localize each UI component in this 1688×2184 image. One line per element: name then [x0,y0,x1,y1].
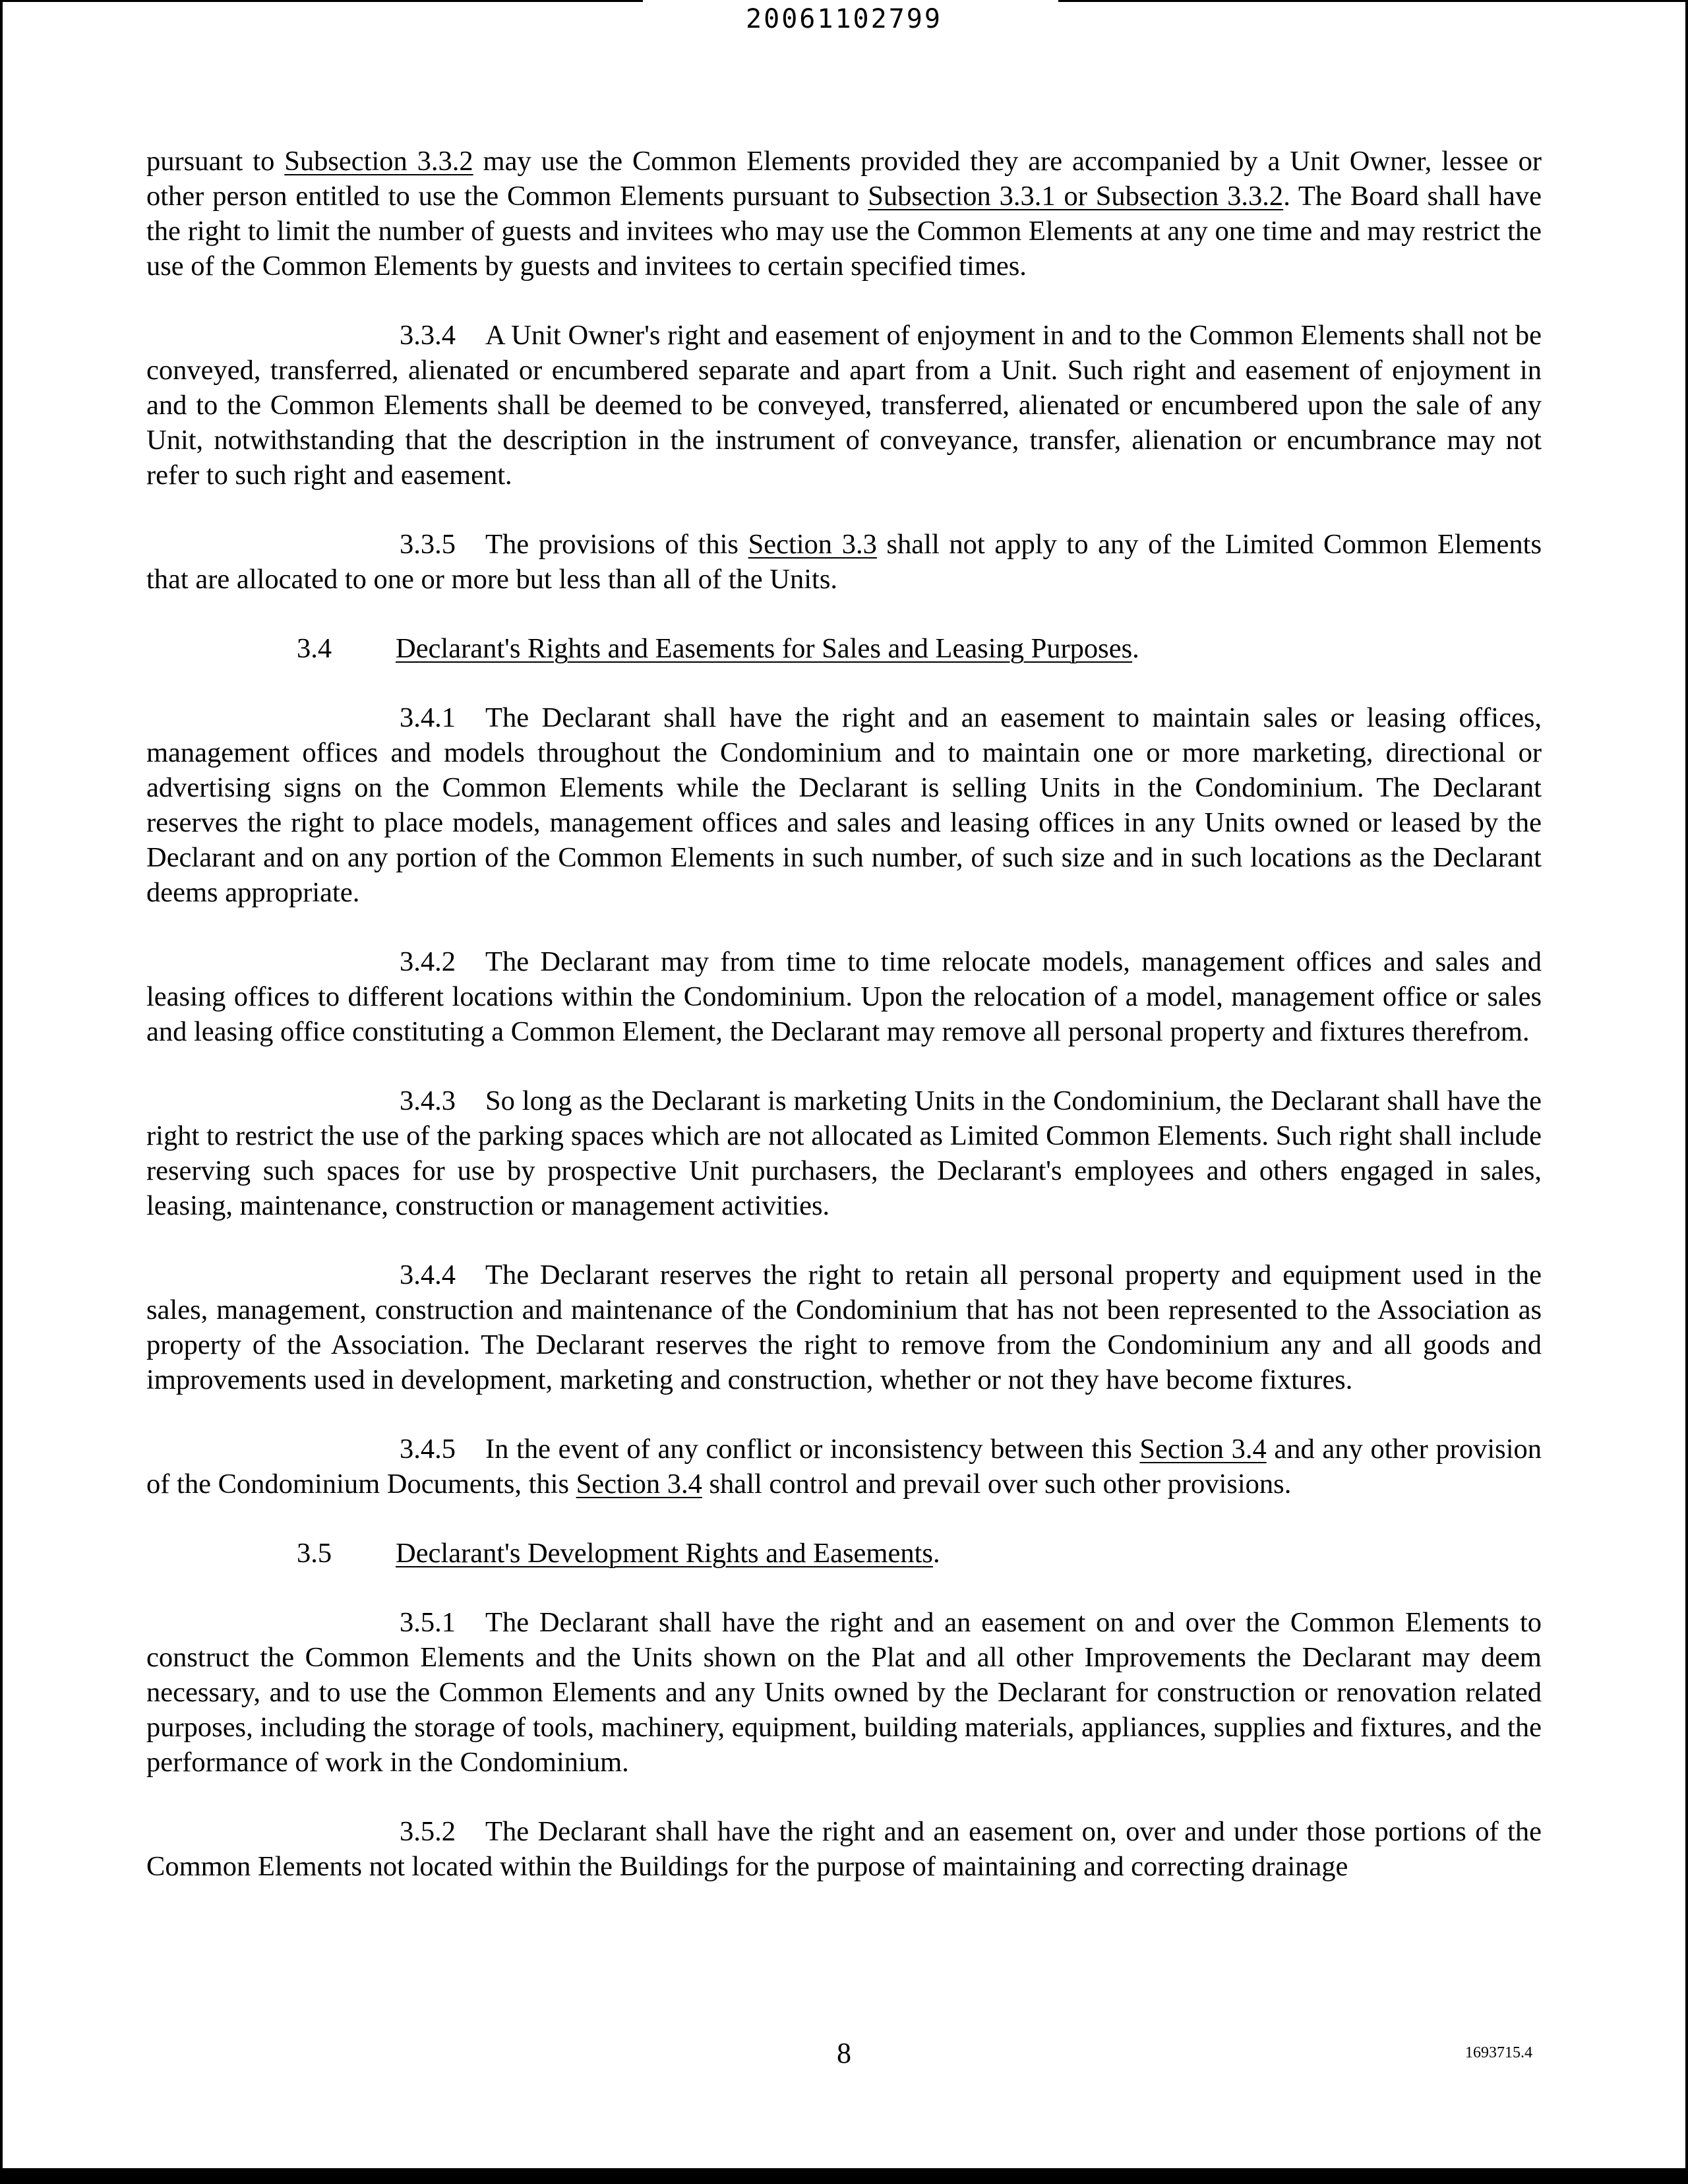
subsection-3-4-2: 3.4.2 The Declarant may from time to time relocate models, management offices and sales and leasing offices to different locations within the Condominium. Upon the relocation of a model, management office or sales and leasing office constituting a Common Element, the Declarant may remove all personal property and fixtures therefrom. [146,944,1542,1049]
section-heading-3-5: 3.5 Declarant's Development Rights and Easements. [297,1536,1542,1571]
subsection-3-4-4: 3.4.4 The Declarant reserves the right to retain all personal property and equipment used in the sales, management, construction and maintenance of the Condominium that has not been represented to the Association as property of the Association. The Declarant reserves the right to remove from the Condominium any and all goods and improvements used in development, marketing and construction, whether or not they have become fixtures. [146,1258,1542,1397]
subsection-number: 3.4.4 [400,1259,456,1290]
document-id: 1693715.4 [1465,2044,1532,2061]
subsection-number: 3.4.2 [400,946,456,977]
paragraph-continuation: pursuant to Subsection 3.3.2 may use the Common Elements provided they are accompanied by a Unit Owner, lessee or other person entitled to use the Common Elements pursuant to Subsection 3.3.1 or Subsection 3.3.2. The Board shall have the right to limit the number of guests and invitees who may use the Common Elements at any one time and may restrict the use of the Common Elements by guests and invitees to certain specified times. [146,146,1542,282]
subsection-number: 3.5.1 [400,1607,456,1638]
subsection-3-4-3: 3.4.3 So long as the Declarant is marketing Units in the Condominium, the Declarant shall have the right to restrict the use of the parking spaces which are not allocated as Limited Common Elements. Such right shall include reserving such spaces for use by prospective Unit purchasers, the Declarant's employees and others engaged in sales, leasing, maintenance, construction or management activities. [146,1083,1542,1223]
subsection-3-5-1: 3.5.1 The Declarant shall have the right and an easement on and over the Common Elements to construct the Common Elements and the Units shown on the Plat and all other Improvements the Declarant may deem necessary, and to use the Common Elements and any Units owned by the Declarant for construction or renovation related purposes, including the storage of tools, machinery, equipment, building materials, appliances, supplies and fixtures, and the performance of work in the Condominium. [146,1605,1542,1780]
section-number: 3.4 [297,633,332,664]
document-number: 20061102799 [746,4,942,34]
section-title: Declarant's Development Rights and Easements [396,1538,933,1569]
top-rule-left [0,0,643,2]
section-heading-3-4: 3.4 Declarant's Rights and Easements for Sales and Leasing Purposes. [297,631,1542,666]
page-number: 8 [837,2037,851,2069]
cross-reference-link: Section 3.3 [748,529,877,560]
page-border-bottom [0,2168,1688,2184]
subsection-number: 3.3.4 [400,320,456,351]
subsection-number: 3.4.1 [400,702,456,733]
cross-reference-link: Section 3.4 [1139,1434,1267,1465]
subsection-3-4-1: 3.4.1 The Declarant shall have the right and an easement to maintain sales or leasing offices, management offices and models throughout the Condominium and to maintain one or more marketing, directional or advertising signs on the Common Elements while the Declarant is selling Units in the Condominium. The Declarant reserves the right to place models, management offices and sales and leasing offices in any Units owned or leased by the Declarant and on any portion of the Common Elements in such number, of such size and in such locations as the Declarant deems appropriate. [146,700,1542,910]
subsection-3-3-5: 3.3.5 The provisions of this Section 3.3 shall not apply to any of the Limited Common Elements that are allocated to one or more but less than all of the Units. [146,527,1542,597]
document-body [146,144,1542,1918]
cross-reference-link: Section 3.4 [576,1469,702,1500]
subsection-number: 3.3.5 [400,529,456,560]
cross-reference-link: Subsection 3.3.2 [284,146,473,177]
top-rule-right [1058,0,1688,2]
section-number: 3.5 [297,1538,332,1569]
subsection-3-4-5: 3.4.5 In the event of any conflict or inconsistency between this Section 3.4 and any other provision of the Condominium Documents, this Section 3.4 shall control and prevail over such other provisions. [146,1432,1542,1502]
subsection-number: 3.5.2 [400,1816,456,1847]
subsection-3-3-4: 3.3.4 A Unit Owner's right and easement of enjoyment in and to the Common Elements shall not be conveyed, transferred, alienated or encumbered separate and apart from a Unit. Such right and easement of enjoyment in and to the Common Elements shall be deemed to be conveyed, transferred, alienated or encumbered upon the sale of any Unit, notwithstanding that the description in the instrument of conveyance, transfer, alienation or encumbrance may not refer to such right and easement. [146,318,1542,493]
cross-reference-link: Subsection 3.3.1 or Subsection 3.3.2 [868,181,1284,212]
section-title: Declarant's Rights and Easements for Sales and Leasing Purposes [396,633,1133,664]
page-border-right [1685,0,1688,2184]
subsection-number: 3.4.5 [400,1434,456,1465]
subsection-number: 3.4.3 [400,1085,456,1116]
subsection-3-5-2: 3.5.2 The Declarant shall have the right and an easement on, over and under those portions of the Common Elements not located within the Buildings for the purpose of maintaining and correcting drainage [146,1814,1542,1884]
page-border-left [0,0,3,2184]
